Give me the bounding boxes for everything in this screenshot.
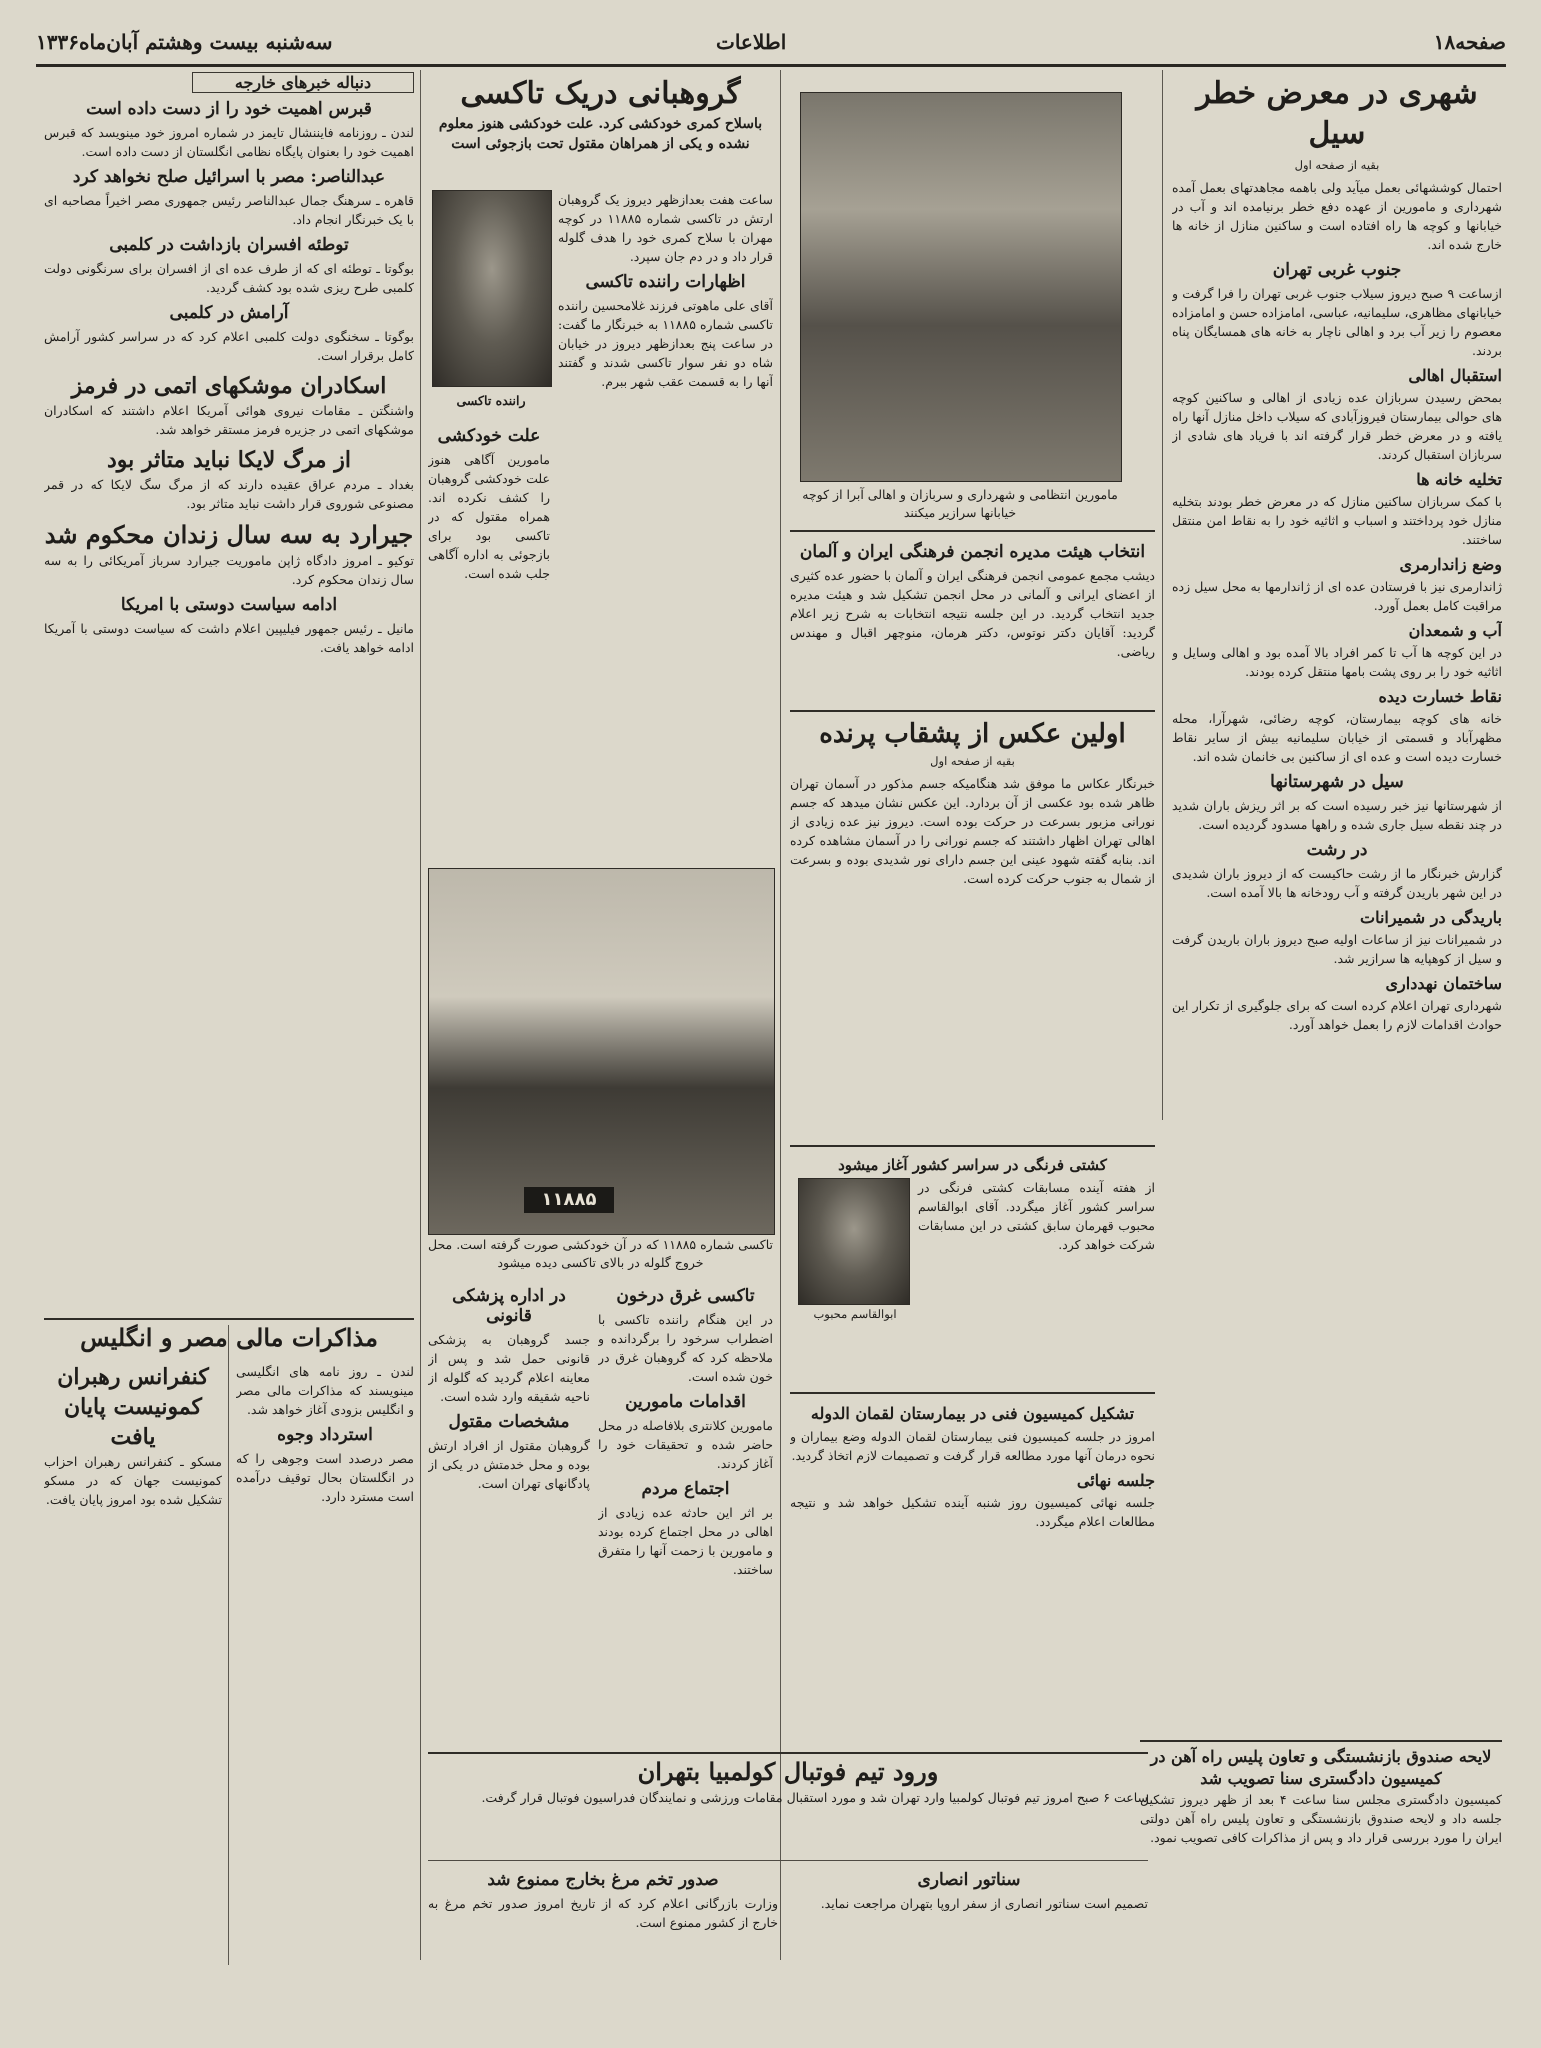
news-paragraph: تصمیم است سناتور انصاری از سفر اروپا بتهران مراجعت نماید. bbox=[820, 1896, 1148, 1911]
section-rule bbox=[428, 1752, 1148, 1754]
subheading: آب و شمعدان bbox=[1408, 621, 1502, 640]
news-headline: مذاکرات مالی مصر و انگلیس bbox=[80, 1323, 378, 1352]
article-paragraph: خانه های کوچه بیمارستان، کوچه رضائی، شهرآرا، محله‌ مظهرآباد و قسمتی از خیابان سلیمانیه بیش از سایر نقاط خسارت دیده است و عده ای از ساکنین بی خانمان شده اند. bbox=[1172, 711, 1502, 764]
section-rule bbox=[428, 1860, 1148, 1861]
article-paragraph: ژاندارمری نیز با فرستادن عده ای از ژاندارمها به محل سیل زده مراقبت کامل بعمل آورد. bbox=[1172, 579, 1502, 613]
senate-bill-article bbox=[1140, 1746, 1502, 1956]
subheading: تخلیه خانه ها bbox=[1416, 470, 1502, 489]
foreign-news-column bbox=[44, 72, 414, 1317]
news-headline: سناتور انصاری bbox=[917, 1870, 1021, 1890]
news-paragraph: مسکو ـ کنفرانس رهبران احزاب کمونیست جهان که در مسکو تشکیل شده بود امروز پایان یافت. bbox=[44, 1454, 222, 1507]
subheading: اجتماع مردم bbox=[641, 1479, 730, 1499]
subheading: سیل در شهرستانها bbox=[1270, 772, 1404, 792]
subheading: ساختمان نهدداری bbox=[1385, 974, 1502, 993]
taxi-subhead: باسلاح کمری خودکشی کرد. علت خودکشی هنوز معلوم نشده و یکی از همراهان مقتول تحت بازجوئی است bbox=[438, 116, 763, 152]
flood-photo-caption: مامورین انتظامی و شهرداری و سربازان و اهالی آبرا از کوچه خیابانها سرازیر میکنند bbox=[802, 487, 1118, 520]
continued-note: بقیه از صفحه اول bbox=[930, 754, 1015, 768]
subheading: جلسه نهائی bbox=[1076, 1471, 1155, 1490]
news-paragraph: مصر درصدد است وجوهی را که در انگلستان بحال توقیف درآمده است مسترد دارد. bbox=[236, 1451, 414, 1504]
article-paragraph: در این کوچه ها آب تا کمر افراد بالا آمده بود و اهالی وسایل و اثاثیه خود را بر روی پشت بامها منتقل کرده بودند. bbox=[1172, 645, 1502, 679]
column-rule bbox=[780, 70, 781, 1960]
news-paragraph: بوگوتا ـ توطئه ای که از طرف عده ای از افسران برای سرنگونی دولت کلمبی طرح ریزی شده بود کشف گردید. bbox=[44, 261, 414, 295]
section-rule bbox=[790, 1145, 1155, 1147]
article-paragraph: مامورین کلانتری بلافاصله در محل حاضر شده و تحقیقات خود را آغاز کردند. bbox=[598, 1418, 773, 1471]
date-line: سه‌شنبه بیست وهشتم آبان‌ماه۱۳۳۶ bbox=[36, 30, 333, 54]
news-paragraph: توکیو ـ امروز دادگاه ژاپن ماموریت جیرارد سرباز آمریکائی را به سه سال زندان محکوم کرد. bbox=[44, 553, 414, 587]
article-headline: تشکیل کمیسیون فنی در بیمارستان لقمان الدوله bbox=[810, 1404, 1135, 1423]
news-paragraph: بوگوتا ـ سخنگوی دولت کلمبی اعلام کرد که در سراسر کشور آرامش کامل برقرار است. bbox=[44, 329, 414, 363]
article-headline: اولین عکس از پشقاب پرنده bbox=[819, 719, 1126, 749]
section-rule bbox=[790, 710, 1155, 712]
portrait-caption: ابوالقاسم محبوب bbox=[813, 1307, 897, 1321]
news-headline: ورود تیم فوتبال کولمبیا بتهران bbox=[637, 1757, 939, 1786]
news-paragraph: کمیسیون دادگستری مجلس سنا ساعت ۴ بعد از ظهر دیروز تشکیل جلسه داد و لایحه صندوق بازنشستگی و تعاون پلیس راه آهن دولتی ایران را مورد بررسی قرار داد و پس از مذاکرات کافی تصویب نمود. bbox=[1140, 1792, 1502, 1845]
taxi-photo bbox=[428, 868, 775, 1235]
wrestler-portrait bbox=[798, 1178, 910, 1305]
article-paragraph: امروز در جلسه کمیسیون فنی بیمارستان لقمان الدوله وضع بیماران و نحوه درمان آنها مورد مطالعه قرار گرفت و تصمیمات لازم اتخاذ گردید. bbox=[790, 1429, 1155, 1463]
news-paragraph: ساعت ۶ صبح امروز تیم فوتبال کولمبیا وارد تهران شد و مورد استقبال مقامات ورزشی و نمایندگان فدراسیون فوتبال قرار گرفت. bbox=[481, 1790, 1148, 1805]
news-headline: توطئه افسران بازداشت در کلمبی bbox=[109, 235, 349, 255]
article-paragraph: در این هنگام راننده تاکسی با اضطراب سرخود را برگردانده و ملاحظه کرد که گروهبان غرق در خون شده است. bbox=[598, 1312, 773, 1384]
paper-name: اطلاعات bbox=[716, 30, 787, 54]
article-paragraph: از شهرستانها نیز خبر رسیده است که بر اثر ریزش باران شدید در چند نقطه سیل جاری شده و راهها مسدود گردیده است. bbox=[1172, 798, 1502, 832]
news-headline: قبرس اهمیت‌ خود را از دست داده است bbox=[86, 99, 372, 119]
article-paragraph: جسد گروهبان به پزشکی قانونی حمل شد و پس از معاینه اعلام گردید که گلوله از ناحیه شقیقه وارد شده است. bbox=[428, 1332, 590, 1404]
subheading: باریدگی در شمیرانات bbox=[1360, 908, 1502, 927]
driver-portrait bbox=[432, 190, 552, 387]
news-headline: از مرگ لایکا نباید متاثر بود bbox=[107, 447, 351, 473]
subheading: نقاط خسارت دیده bbox=[1378, 687, 1502, 706]
subheading: در رشت bbox=[1306, 840, 1368, 860]
subheading: تاکسی غرق درخون bbox=[616, 1286, 755, 1306]
news-headline: صدور تخم مرغ بخارج ممنوع شد bbox=[487, 1870, 719, 1890]
article-paragraph: مامورین آگاهی هنوز علت خودکشی گروهبان را کشف نکرده اند. همراه مقتول که در تاکسی بود برای بازجوئی به اداره آگاهی جلب شده است. bbox=[428, 452, 550, 581]
article-headline: کشتی فرنگی در سراسر کشور آغاز میشود bbox=[838, 1156, 1107, 1174]
news-headline: جیرارد به سه سال زندان محکوم شد bbox=[44, 520, 414, 549]
article-paragraph: شهرداری تهران اعلام کرده است که برای جلوگیری از تکرار این حوادث اقدامات لازم را بعمل خواهد آورد. bbox=[1172, 998, 1502, 1032]
egypt-england-headline-block bbox=[44, 1322, 414, 1354]
column-rule bbox=[228, 1325, 229, 1965]
column-rule bbox=[1162, 70, 1163, 1120]
taxi-article-body bbox=[428, 420, 550, 850]
continued-note: بقیه از صفحه اول bbox=[1294, 158, 1380, 172]
communist-conference-article bbox=[44, 1362, 222, 1952]
news-paragraph: لندن ـ روز نامه های انگلیسی مینویسند که مذاکرات مالی مصر و انگلیس بزودی آغاز خواهد شد. bbox=[236, 1364, 414, 1417]
subheading: اظهارات راننده تاکسی bbox=[585, 272, 746, 292]
hospital-commission-article bbox=[790, 1398, 1155, 1628]
article-paragraph: ساعت هفت بعدازظهر دیروز یک گروهبان ارتش در تاکسی شماره ۱۱۸۸۵ در کوچه مهران با سلاح کمری خود را هدف گلوله قرار داد و در دم جان سپرد. bbox=[558, 192, 773, 264]
subheading: اقدامات مامورین bbox=[625, 1392, 746, 1412]
article-paragraph: دیشب مجمع عمومی انجمن فرهنگی ایران و آلمان با حضور عده کثیری از اعضای ایرانی و آلمانی در محل انجمن تشکیل شد و هیئت مدیره جدید انتخاب گردید. در این جلسه نتیجه انتخابات به شرح زیر اعلام گردید: آقایان دکتر نوتوس، دکتر هرمان، منوچهر اقبال و مهندس ریاضی. bbox=[790, 568, 1155, 659]
subheading: استقبال اهالی bbox=[1408, 366, 1502, 385]
subheading: مشخصات مقتول bbox=[448, 1412, 570, 1432]
news-paragraph: واشنگتن ـ مقامات نیروی هوائی آمریکا اعلام داشتند که اسکادران موشکهای اتمی در جزیره فرمز مستقر خواهد شد. bbox=[44, 403, 414, 437]
driver-portrait-caption: راننده تاکسی bbox=[456, 393, 526, 408]
news-headline: عبدالناصر: مصر با اسرائیل صلح نخواهد کرد bbox=[72, 167, 386, 187]
news-headline: اسکادران موشکهای اتمی در فرمز bbox=[71, 373, 387, 399]
news-paragraph: مانیل ـ رئیس جمهور فیلیپین اعلام داشت که سیاست دوستی با آمریکا ادامه خواهد یافت. bbox=[44, 621, 414, 655]
section-rule bbox=[790, 1392, 1155, 1394]
news-headline: لایحه صندوق بازنشستگی و تعاون پلیس راه آهن در کمیسیون دادگستری سنا تصویب شد bbox=[1150, 1747, 1492, 1788]
news-paragraph: لندن ـ روزنامه فایننشال تایمز در شماره امروز خود مینویسد که قبرس اهمیت خود را بعنوان پایگاه نظامی انگلستان از دست داده است. bbox=[44, 125, 414, 159]
taxi-headline: گروهبانی دریک تاکسی bbox=[460, 76, 741, 111]
section-rule bbox=[790, 530, 1155, 532]
culture-society-article bbox=[790, 536, 1155, 706]
article-paragraph: با کمک سربازان ساکنین منازل که در معرض خطر بودند بتخلیه منازل خود پرداختند و اسباب و اثاثیه خود را به نقاط امن منتقل ساختند. bbox=[1172, 494, 1502, 547]
ufo-photo-article bbox=[790, 716, 1155, 1141]
news-paragraph: بغداد ـ مردم عراق عقیده دارند که از مرگ سگ لایکا که در قمر مصنوعی شوروی قرار داشت نباید متاثر بود. bbox=[44, 477, 414, 511]
article-paragraph: ازساعت ۹ صبح دیروز سیلاب جنوب غربی تهران را فرا گرفت و خیابانهای مظاهری، سلیمانیه، عباسی، امامزاده حسن و امامزاده معصوم را زیر آب برد و اهالی ناچار به خانه های همسایگان پناه بردند. bbox=[1172, 286, 1502, 358]
license-plate: ۱۱۸۸۵ bbox=[524, 1187, 614, 1213]
article-headline: انتخاب هیئت مدیره انجمن فرهنگی ایران و آلمان bbox=[799, 542, 1146, 562]
football-article bbox=[428, 1756, 1148, 1856]
subheading: در اداره پزشکی قانونی bbox=[452, 1286, 566, 1326]
egypt-england-article bbox=[236, 1362, 414, 1952]
section-rule bbox=[1140, 1740, 1502, 1742]
article-paragraph: در شمیرانات نیز از ساعات اولیه صبح دیروز باران باریدن گرفت و سیل از کوهپایه ها سرازیر شد. bbox=[1172, 932, 1502, 966]
article-paragraph: گزارش خبرنگار ما از رشت حاکیست که از دیروز باران شدیدی در این شهر باریدن گرفته و آب رودخانه ها بالا آمده است. bbox=[1172, 866, 1502, 900]
article-paragraph: بمحض رسیدن سربازان عده زیادی از اهالی و ساکنین کوچه های حوالی بیمارستان فیروزآبادی که سیلاب داخل منازل آنها راه یافته و در معرض خطر قرار گرفته اند با فریاد های شادی از سربازان استقبال کردند. bbox=[1172, 390, 1502, 462]
taxi-article-continued bbox=[598, 1280, 773, 1750]
news-headline: ادامه سیاست دوستی با امریکا bbox=[120, 595, 338, 615]
taxi-article-body bbox=[558, 190, 773, 850]
article-paragraph: آقای علی ماهوتی فرزند غلامحسین راننده تاکسی شماره ۱۱۸۸۵ به خبرنگار ما گفت: در ساعت پنج بعدازظهر دیروز در خیابان شاه دو نفر سوار تاکسی شدند و گفتند آنها را به قسمت عقب شهر ببرم. bbox=[558, 298, 773, 389]
taxi-headline-block bbox=[428, 74, 773, 184]
flood-photo bbox=[800, 92, 1122, 482]
news-headline: کمونیست پایان یافت bbox=[63, 1394, 202, 1450]
taxi-article-continued bbox=[428, 1280, 590, 1750]
page-number: صفحه۱۸ bbox=[1433, 30, 1506, 54]
subheading: علت خودکشی bbox=[437, 426, 541, 446]
news-headline: آرامش در کلمبی bbox=[169, 303, 289, 323]
article-paragraph: از هفته آینده مسابقات کشتی فرنگی در سراسر کشور آغاز میگردد. آقای ابوالقاسم محبوب قهرمان سابق کشتی در این مسابقات شرکت خواهد کرد. bbox=[918, 1180, 1155, 1252]
page-header bbox=[36, 30, 1506, 60]
news-paragraph: قاهره ـ سرهنگ جمال عبدالناصر رئیس جمهوری مصر اخیراً مصاحبه ای با یک خبرنگار انجام داد. bbox=[44, 193, 414, 227]
wrestling-article bbox=[790, 1150, 1155, 1390]
news-headline: کنفرانس رهبران bbox=[57, 1364, 209, 1390]
article-paragraph: احتمال کوششهائی بعمل میآید ولی باهمه مجاهدتهای بعمل آمده شهرداری و مامورین از عهده دفع خطر برنیامده اند و آب در خیابانها و کوچه ها راه افتاده است و ساکنین منازل از خانه ها خارج شده اند. bbox=[1172, 180, 1502, 252]
egg-export-article bbox=[428, 1864, 778, 1954]
flood-headline: شهری در معرض خطر سیل bbox=[1196, 76, 1478, 151]
taxi-photo-caption: تاکسی شماره ۱۱۸۸۵ که در آن خودکشی صورت گرفته است. محل خروج گلوله در بالای تاکسی دیده میشود bbox=[427, 1237, 773, 1270]
flood-article bbox=[1172, 74, 1502, 1094]
article-paragraph: خبرنگار عکاس ما موفق شد هنگامیکه جسم مذکور در آسمان تهران ظاهر شده بود عکسی از آن بردارد. این عکس نشان میدهد که جسم نورانی مزبور بسرعت در حرکت بوده است. دیروز نیز عده زیادی از اهالی تهران اظهار داشتند که جسم نورانی را در آسمان مشاهده کرده اند. بنابه گفته شهود عینی این جسم دارای نور شدیدی بوده و بسرعت از شمال به جنوب حرکت کرده است. bbox=[790, 776, 1155, 886]
header-rule bbox=[36, 64, 1506, 67]
section-title: دنباله خبرهای خارجه bbox=[192, 72, 414, 93]
subheading: وضع زاندارمری bbox=[1399, 555, 1502, 574]
article-paragraph: بر اثر این حادثه عده زیادی از اهالی در محل اجتماع کرده بودند و مامورین با زحمت آنها را متفرق ساختند. bbox=[598, 1505, 773, 1577]
article-paragraph: گروهبان مقتول از افراد ارتش بوده و محل خدمتش در یکی از پادگانهای تهران است. bbox=[428, 1438, 590, 1491]
article-paragraph: جلسه نهائی کمیسیون روز شنبه آینده تشکیل خواهد شد و نتیجه مطالعات اعلام میگردد. bbox=[790, 1495, 1155, 1529]
section-rule bbox=[44, 1318, 414, 1320]
senator-article bbox=[790, 1864, 1148, 1954]
column-rule bbox=[420, 70, 421, 1960]
subheading: جنوب غربی تهران bbox=[1272, 260, 1402, 280]
news-paragraph: وزارت بازرگانی اعلام کرد که از تاریخ امروز صدور تخم مرغ به خارج از کشور ممنوع است. bbox=[428, 1896, 778, 1930]
news-headline: استرداد وجوه bbox=[277, 1425, 373, 1445]
